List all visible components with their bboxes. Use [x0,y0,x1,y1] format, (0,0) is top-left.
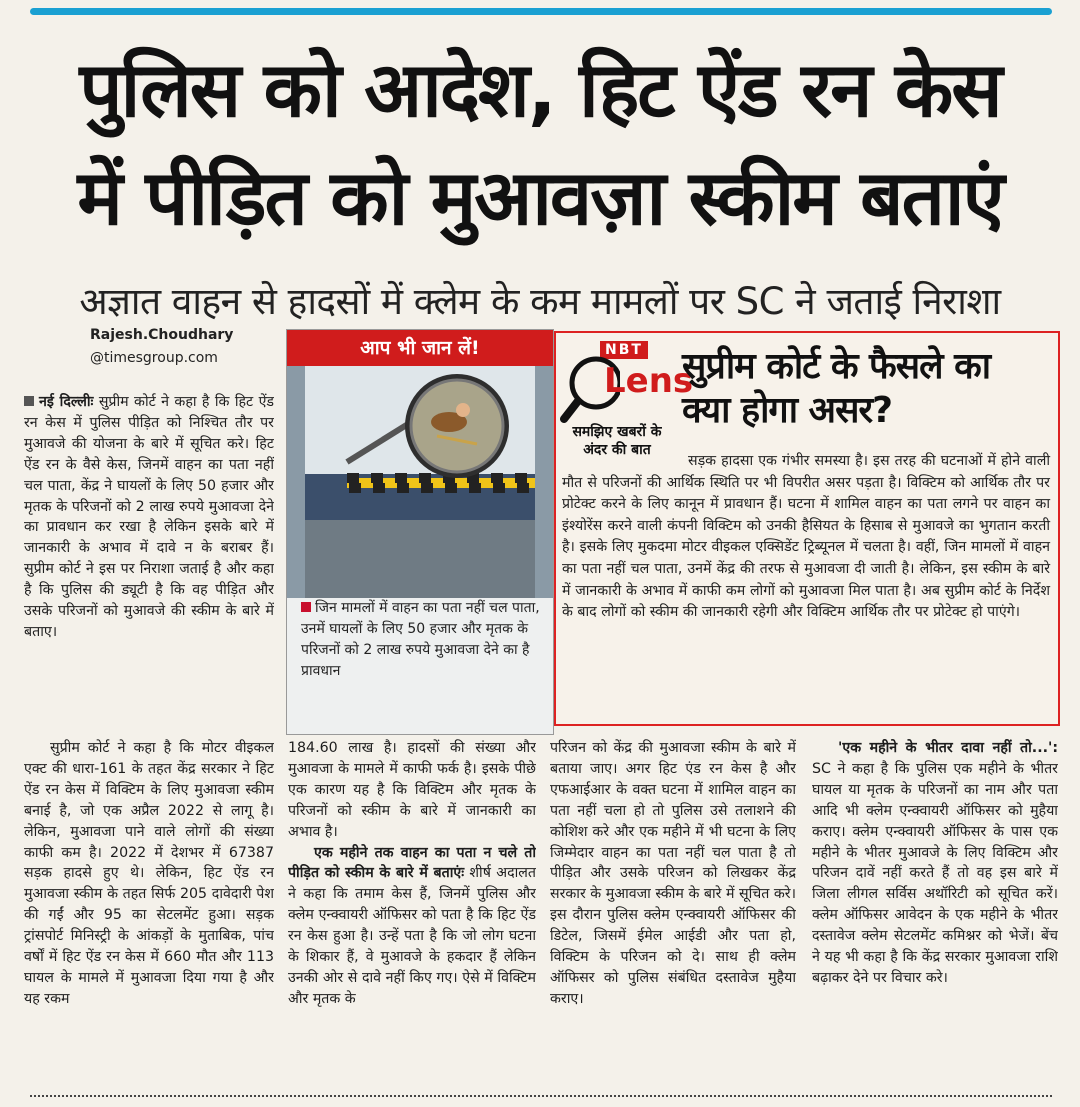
column-2 [288,738,536,1083]
nbt-lens-logo [560,335,694,465]
lens-tagline: समझिए खबरों के अंदर की बात [572,424,662,458]
dateline: नई दिल्लीः [39,394,94,410]
byline-handle: @timesgroup.com [90,350,218,366]
info-box-header: आप भी जान लें! [287,330,553,366]
lens-word: Lens [604,361,694,401]
column-4 [812,738,1058,1083]
bullet-square-icon [24,396,34,406]
bottom-rule [30,1095,1052,1100]
lens-paragraph: सड़क हादसा एक गंभीर समस्या है। इस तरह की घटनाओं में होने वाली मौत से परिजनों की आर्थिक स्थिति पर भी विपरीत असर पड़ता है। विक्टिम को आर्थिक तौर पर प्रोटेक्ट करने के लिए कानून में प्रावधान हैं। घटना में शामिल वाहन का पता लगने पर वाहन का इंश्योरेंस करने वाली कंपनी विक्टिम को उनकी हैसियत के हिसाब से मुआवजे का भुगतान करती है। इसके लिए मुकदमा मोटर वीइकल एक्सिडेंट ट्रिब्यूनल में चलता है। वहीं, जिन मामलों में वाहन का पता नहीं चल पाता, उनमें केंद्र की तरफ से मुआवजा दी जाती है। लेकिन, इस स्कीम के बारे में जानकारी के अभाव में काफी कम लोगों को मुआवजा मिल पाता है। अब सुप्रीम कोर्ट के निर्देश के बाद लोगों को स्कीम की जानकारी रहेगी और विक्टिम आर्थिक तौर पर प्रोटेक्ट हो पाएंगे। [562,453,1050,621]
subhead-inline: 'एक महीने के भीतर दावा नहीं तो...': [838,740,1058,756]
column-1 [24,392,274,732]
lens-text [562,451,1050,624]
paragraph-text: शीर्ष अदालत ने कहा कि तमाम केस हैं, जिनमें पुलिस और क्लेम एन्क्वायरी ऑफिसर को पता है कि हिट ऐंड रन केस हुआ है। उन्हें पता है कि जो लोग घटना के शिकार हैं, वे मुआवजे के हकदार हैं लेकिन उनकी ओर से दावे नहीं किए गए। ऐसे में विक्टिम और मृतक के [288,865,536,1007]
paragraph: सुप्रीम कोर्ट ने कहा है कि मोटर वीइकल एक्ट की धारा-161 के तहत केंद्र सरकार ने हिट ऐंड रन केस में विक्टिम के लिए मुआवजा स्कीम बनाई है, जो एक अप्रैल 2022 से लागू है। लेकिन, मुआवजा पाने वाले लोगों की संख्या काफी कम है। 2022 में देशभर में 67387 सड़क हादसे हुए थे। लेकिन, हिट ऐंड रन मुआवजा स्कीम के तहत सिर्फ 205 दावेदारी पेश की गईं और 95 का सेटलमेंट हुआ। सड़क ट्रांसपोर्ट मिनिस्ट्री के आंकड़ों के मुताबिक, पांच वर्षों में हिट ऐंड रन केस में 660 मौत और 113 घायल के मामले में मुआवजा दिया गया है और यह रकम [24,740,274,1007]
car-mirror-illustration-icon [287,366,553,598]
paragraph-text: सुप्रीम कोर्ट ने कहा है कि हिट ऐंड रन केस में पुलिस पीड़ित को निश्चित तौर पर मुआवजे की योजना के बारे में सूचित करे। हिट ऐंड रन के वैसे केस, जिनमें वाहन का पता नहीं चल पाता, केंद्र ने घायलों के लिए 50 हजार और मृतक के परिजनों को 2 लाख रुपये मुआवजा देने का प्रावधान कर रखा है लेकिन इसके बारे में जानकारी के अभाव में दावे न के बराबर हैं। सुप्रीम कोर्ट ने इस पर निराशा जताई है और कहा है कि पुलिस की ड्यूटी है कि वह पीड़ित और उसके परिजनों को मुआवजे की स्कीम के बारे में बताए। [24,394,274,640]
info-box-caption [301,598,541,682]
paragraph [812,738,1058,989]
lens-title: सुप्रीम कोर्ट के फैसले का क्या होगा असर? [682,346,991,431]
headline-line-1: पुलिस को आदेश, हिट ऐंड रन केस [79,45,1001,134]
subheadline: अज्ञात वाहन से हादसों में क्लेम के कम मामलों पर SC ने जताई निराशा [79,280,1001,323]
subhead-inline: एक महीने तक वाहन का पता न चले तो पीड़ित को स्कीम के बारे में बताएंः [288,844,536,882]
paragraph: 184.60 लाख है। हादसों की संख्या और मुआवजा के मामले में काफी फर्क है। इसके पीछे एक कारण यह है कि विक्टिम और मृतक के परिजनों को स्कीम के बारे में जानकारी का अभाव है। [288,740,536,840]
column-1-continued [24,738,274,1083]
info-box [286,329,554,735]
headline-line-2: में पीड़ित को मुआवज़ा स्कीम बताएं [77,153,1003,242]
nbt-label: NBT [600,341,648,359]
nbt-lens-box [554,331,1060,726]
paragraph [24,392,274,643]
caption-text: जिन मामलों में वाहन का पता नहीं चल पाता, उनमें घायलों के लिए 50 हजार और मृतक के परिजनों को 2 लाख रुपये मुआवजा देने का है प्रावधान [301,600,540,679]
paragraph-text: SC ने कहा है कि पुलिस एक महीने के भीतर घायल या मृतक के परिजनों का नाम और पता आदि भी क्लेम एन्क्वायरी ऑफिसर को मुहैया कराए। क्लेम एन्क्वायरी ऑफिसर के पास एक महीने के भीतर मुआवजे के लिए विक्टिम और परिजन दावें नहीं करते हैं तो वह इस बारे में जिला लीगल सर्विस अथॉरिटी को सूचित करें। क्लेम ऑफिसर आवेदन के एक महीने के भीतर दस्तावेज क्लेम सेटलमेंट कमिश्नर को भेजें। बेंच ने यह भी कहा है कि केंद्र सरकार मुआवजा राशि बढ़ाकर देने पर विचार करे। [812,760,1058,986]
illustration [287,366,553,598]
column-3 [550,738,796,1083]
paragraph: परिजन को केंद्र की मुआवजा स्कीम के बारे में बताया जाए। अगर हिट एंड रन केस है और एफआईआर के वक्त घटना में शामिल वाहन का पता नहीं चला हो तो पुलिस उसे तलाशने की कोशिश करे और एक महीने में भी घटना के लिए जिम्मेदार वाहन का पता नहीं चल पाता है तो पीड़ित और उसके परिजन को लिखकर केंद्र सरकार के मुआवजा स्कीम के बारे में सूचित करे। इस दौरान पुलिस क्लेम एन्क्वायरी ऑफिसर की डिटेल, जिसमें ईमेल आईडी और पता हो, विक्टिम के परिजन को दे। साथ ही क्लेम ऑफिसर को पुलिस संबंधित दस्तावेज मुहैया कराए। [550,740,796,1007]
bullet-square-icon [301,602,311,612]
byline-name: Rajesh.Choudhary [90,327,234,343]
paragraph [288,843,536,1010]
top-rule [30,8,1052,15]
